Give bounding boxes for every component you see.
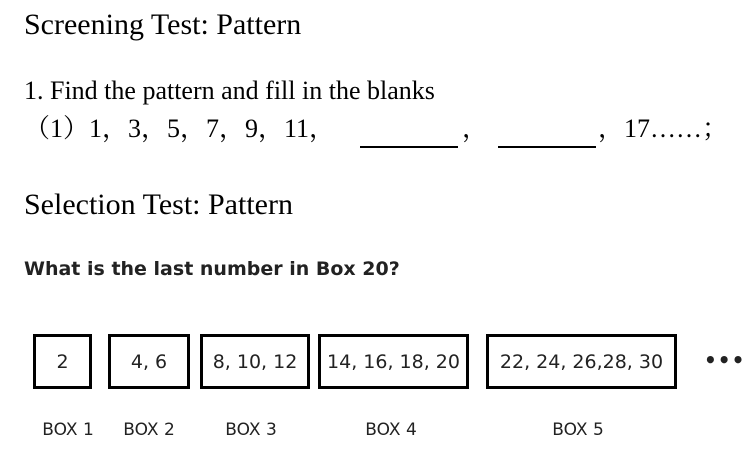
continuation-ellipsis: ••• <box>704 348 746 372</box>
box-label-3: BOX 3 <box>225 420 277 440</box>
answer-blank-1[interactable] <box>360 146 458 148</box>
box-label-5: BOX 5 <box>552 420 604 440</box>
box-question-prompt: What is the last number in Box 20? <box>24 258 400 280</box>
blank-separator: ， <box>462 114 489 143</box>
sequence-row <box>0 112 747 152</box>
answer-blank-2[interactable] <box>498 146 596 148</box>
screening-heading: Screening Test: Pattern <box>24 8 302 41</box>
box-5: 22, 24, 26,28, 30 <box>486 334 677 389</box>
box-label-4: BOX 4 <box>365 420 417 440</box>
selection-heading: Selection Test: Pattern <box>24 188 293 221</box>
box-label-1: BOX 1 <box>42 420 94 440</box>
box-4: 14, 16, 18, 20 <box>318 334 469 389</box>
sequence-prefix: （1）1，3，5，7，9，11， <box>24 114 336 143</box>
box-label-2: BOX 2 <box>123 420 175 440</box>
box-3: 8, 10, 12 <box>200 334 310 389</box>
sequence-suffix: ，17……； <box>598 114 729 143</box>
box-2: 4, 6 <box>108 334 190 389</box>
box-1: 2 <box>33 334 92 389</box>
question-title: 1. Find the pattern and fill in the blanks <box>24 76 435 105</box>
